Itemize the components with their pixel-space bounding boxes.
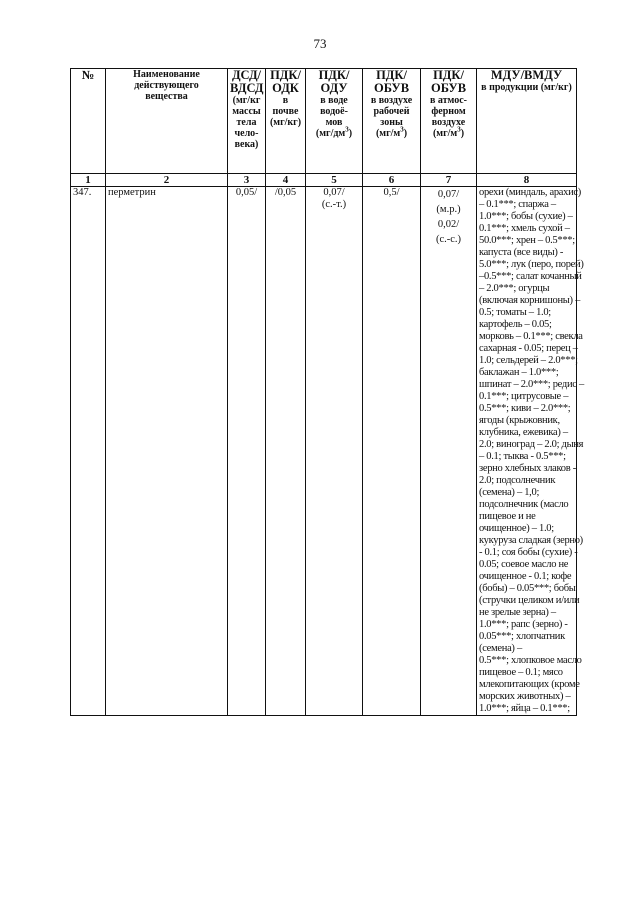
mdu-line: морских животных) – [479, 691, 571, 702]
mdu-line: кукуруза сладкая (зерно) [479, 535, 583, 546]
mdu-line: подсолнечник (масло [479, 499, 569, 510]
mdu-line: не зрелые зерна) – [479, 607, 556, 618]
mdu-line: – 2.0***; огурцы [479, 283, 550, 294]
mdu-line: баклажан – 1.0***; [479, 367, 559, 378]
mdu-line: 50.0***; хрен – 0.5***; [479, 235, 575, 246]
mdu-line: (семена) – [479, 643, 522, 654]
mdu-line: 0.5***; киви – 2.0***; [479, 403, 571, 414]
mdu-line: 0.5***; хлопковое масло [479, 655, 582, 666]
mdu-line: –0.5***; салат кочанный [479, 271, 582, 282]
mdu-line: 2.0; виноград – 2.0; дыня [479, 439, 584, 450]
column-number: 8 [477, 174, 577, 187]
mdu-line: клубника, ежевика) – [479, 427, 568, 438]
mdu-line: сахарная - 0.05; перец – [479, 343, 578, 354]
mdu-line: орехи (миндаль, арахис) [479, 187, 581, 198]
mdu-line: 0.05; соевое масло не [479, 559, 569, 570]
page-number: 73 [313, 36, 327, 51]
dsd-value: 0,05/ [228, 187, 266, 716]
pdk-soil-value: /0,05 [266, 187, 306, 716]
row-number: 347. [71, 187, 106, 716]
mdu-line: 0.1***; цитрусовые – [479, 391, 569, 402]
mdu-line: млекопитающих (кроме [479, 679, 580, 690]
mdu-line: зерно хлебных злаков - [479, 463, 576, 474]
column-number: 1 [71, 174, 106, 187]
mdu-value [477, 187, 584, 716]
header-pdk-water: ПДК/ ОДУ в воде водоё- мов $(мг/дм^3)$ [306, 69, 363, 174]
regulation-table [70, 68, 584, 716]
column-number: 5 [306, 174, 363, 187]
mdu-line: 0.05***; хлопчатник [479, 631, 565, 642]
column-number: 2 [106, 174, 228, 187]
mdu-line: (стручки целиком и/или [479, 595, 580, 606]
mdu-line: (включая корнишоны) – [479, 295, 581, 306]
column-number: 3 [228, 174, 266, 187]
mdu-line: 1.0***; рапс (зерно) - [479, 619, 568, 630]
mdu-line: очищенное - 0.1; кофе [479, 571, 572, 582]
mdu-line: пищевое – 0.1; мясо [479, 667, 563, 678]
mdu-line: капуста (все виды) - [479, 247, 564, 258]
column-number-row [71, 174, 577, 187]
mdu-line: ягоды (крыжовник, [479, 415, 560, 426]
mdu-line: 1.0; сельдерей – 2.0***; [479, 355, 578, 366]
mdu-line: очищенное) – 1.0; [479, 523, 554, 534]
mdu-line: шпинат – 2.0***; редис – [479, 379, 584, 390]
mdu-line: – 0.1; тыква - 0.5***; [479, 451, 566, 462]
mdu-line: 1.0***; бобы (сухие) – [479, 211, 573, 222]
header-mdu: МДУ/ВМДУ в продукции (мг/кг) [477, 69, 577, 174]
mdu-line: 0.1***; хмель сухой – [479, 223, 570, 234]
header-pdk-atm-air: ПДК/ ОБУВ в атмос- ферном воздухе $(мг/м^3)$ [421, 69, 477, 174]
mdu-line: картофель – 0.05; [479, 319, 552, 330]
column-number: 7 [421, 174, 477, 187]
mdu-line: пищевое и не [479, 511, 536, 522]
mdu-line: 5.0***; лук (перо, порей) [479, 259, 584, 270]
column-number: 6 [363, 174, 421, 187]
mdu-line: (бобы) – 0.05***; бобы [479, 583, 576, 594]
pdk-atm-air-value: 0,07/ (м.р.) 0,02/ (с.-с.) [421, 187, 477, 716]
substance-name: перметрин [106, 187, 228, 716]
header-pdk-soil: ПДК/ ОДК в почве (мг/кг) [266, 69, 306, 174]
column-number: 4 [266, 174, 306, 187]
header-name: Наименование действующего вещества [106, 69, 228, 174]
mdu-line: 2.0; подсолнечник [479, 475, 556, 486]
mdu-line: 0.5; томаты – 1.0; [479, 307, 551, 318]
header-num: № [71, 69, 106, 174]
header-row [71, 69, 577, 174]
mdu-line: - 0.1; соя бобы (сухие) - [479, 547, 578, 558]
mdu-line: морковь – 0.1***; свекла [479, 331, 583, 342]
mdu-line: – 0.1***; спаржа – [479, 199, 556, 210]
header-dsd: ДСД/ ВДСД (мг/кг массы тела чело- века) [228, 69, 266, 174]
pdk-work-air-value: 0,5/ [363, 187, 421, 716]
table-row [71, 187, 577, 716]
header-pdk-work-air: ПДК/ ОБУВ в воздухе рабочей зоны $(мг/м^3)$ [363, 69, 421, 174]
pdk-water-value: 0,07/ (с.-т.) [306, 187, 363, 716]
mdu-line: 1.0***; яйца – 0.1***; [479, 703, 570, 714]
mdu-line: (семена) – 1,0; [479, 487, 540, 498]
